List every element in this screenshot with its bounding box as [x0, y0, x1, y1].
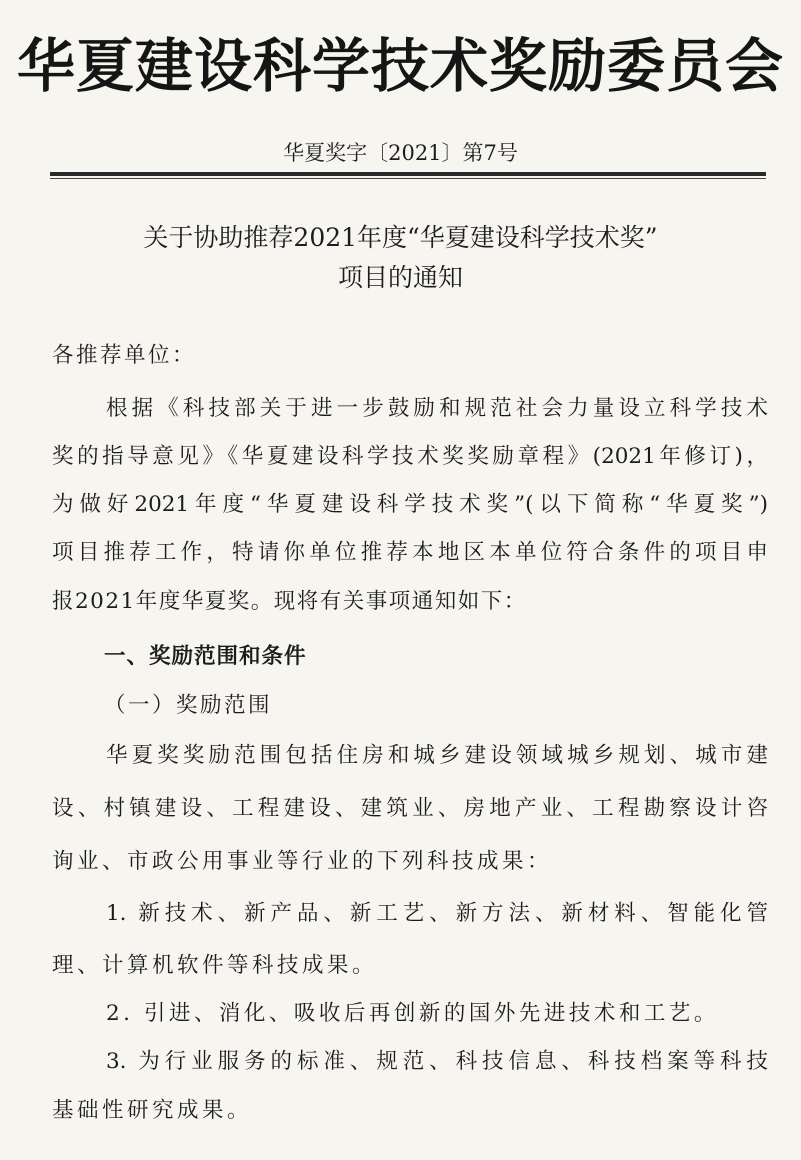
- section-heading: 一、奖励范围和条件: [104, 644, 307, 669]
- notice-title-line-1: 关于协助推荐2021年度“华夏建设科学技术奖”: [143, 223, 658, 252]
- header-divider-thick: [50, 172, 766, 176]
- intro-line: 报2021年度华夏奖。现将有关事项通知如下：: [52, 589, 527, 614]
- notice-title-line-2: 项目的通知: [337, 263, 463, 292]
- scope-line: 设、村镇建设、工程建设、建筑业、房地产业、工程勘察设计咨: [52, 796, 768, 821]
- salutation: 各推荐单位：: [52, 343, 197, 368]
- list-item-3-line: 3. 为行业服务的标准、规范、科技信息、科技档案等科技: [106, 1049, 768, 1074]
- list-item-1-line: 1. 新技术、新产品、新工艺、新方法、新材料、智能化管: [106, 901, 768, 926]
- intro-line: 根据《科技部关于进一步鼓励和规范社会力量设立科学技术: [106, 396, 768, 421]
- intro-line: 项目推荐工作，特请你单位推荐本地区本单位符合条件的项目申: [52, 540, 768, 565]
- document-number: 华夏奖字〔2021〕第7号: [283, 141, 518, 165]
- list-item-3-line: 基础性研究成果。: [52, 1098, 253, 1123]
- list-item-1-line: 理、计算机软件等科技成果。: [52, 953, 378, 978]
- intro-line: 为做好2021年度“华夏建设科学技术奖”(以下简称“华夏奖”): [52, 492, 768, 517]
- subsection-heading: （一）奖励范围: [104, 693, 273, 718]
- list-item-2-line: 2. 引进、消化、吸收后再创新的国外先进技术和工艺。: [106, 1001, 719, 1026]
- scope-line: 询业、市政公用事业等行业的下列科技成果：: [52, 849, 553, 874]
- scope-line: 华夏奖奖励范围包括住房和城乡建设领域城乡规划、城市建: [106, 743, 768, 768]
- issuing-organization-title: 华夏建设科学技术奖励委员会: [16, 32, 784, 100]
- intro-line: 奖的指导意见》《华夏建设科学技术奖奖励章程》(2021年修订)，: [52, 444, 768, 469]
- header-divider-thin: [50, 178, 766, 179]
